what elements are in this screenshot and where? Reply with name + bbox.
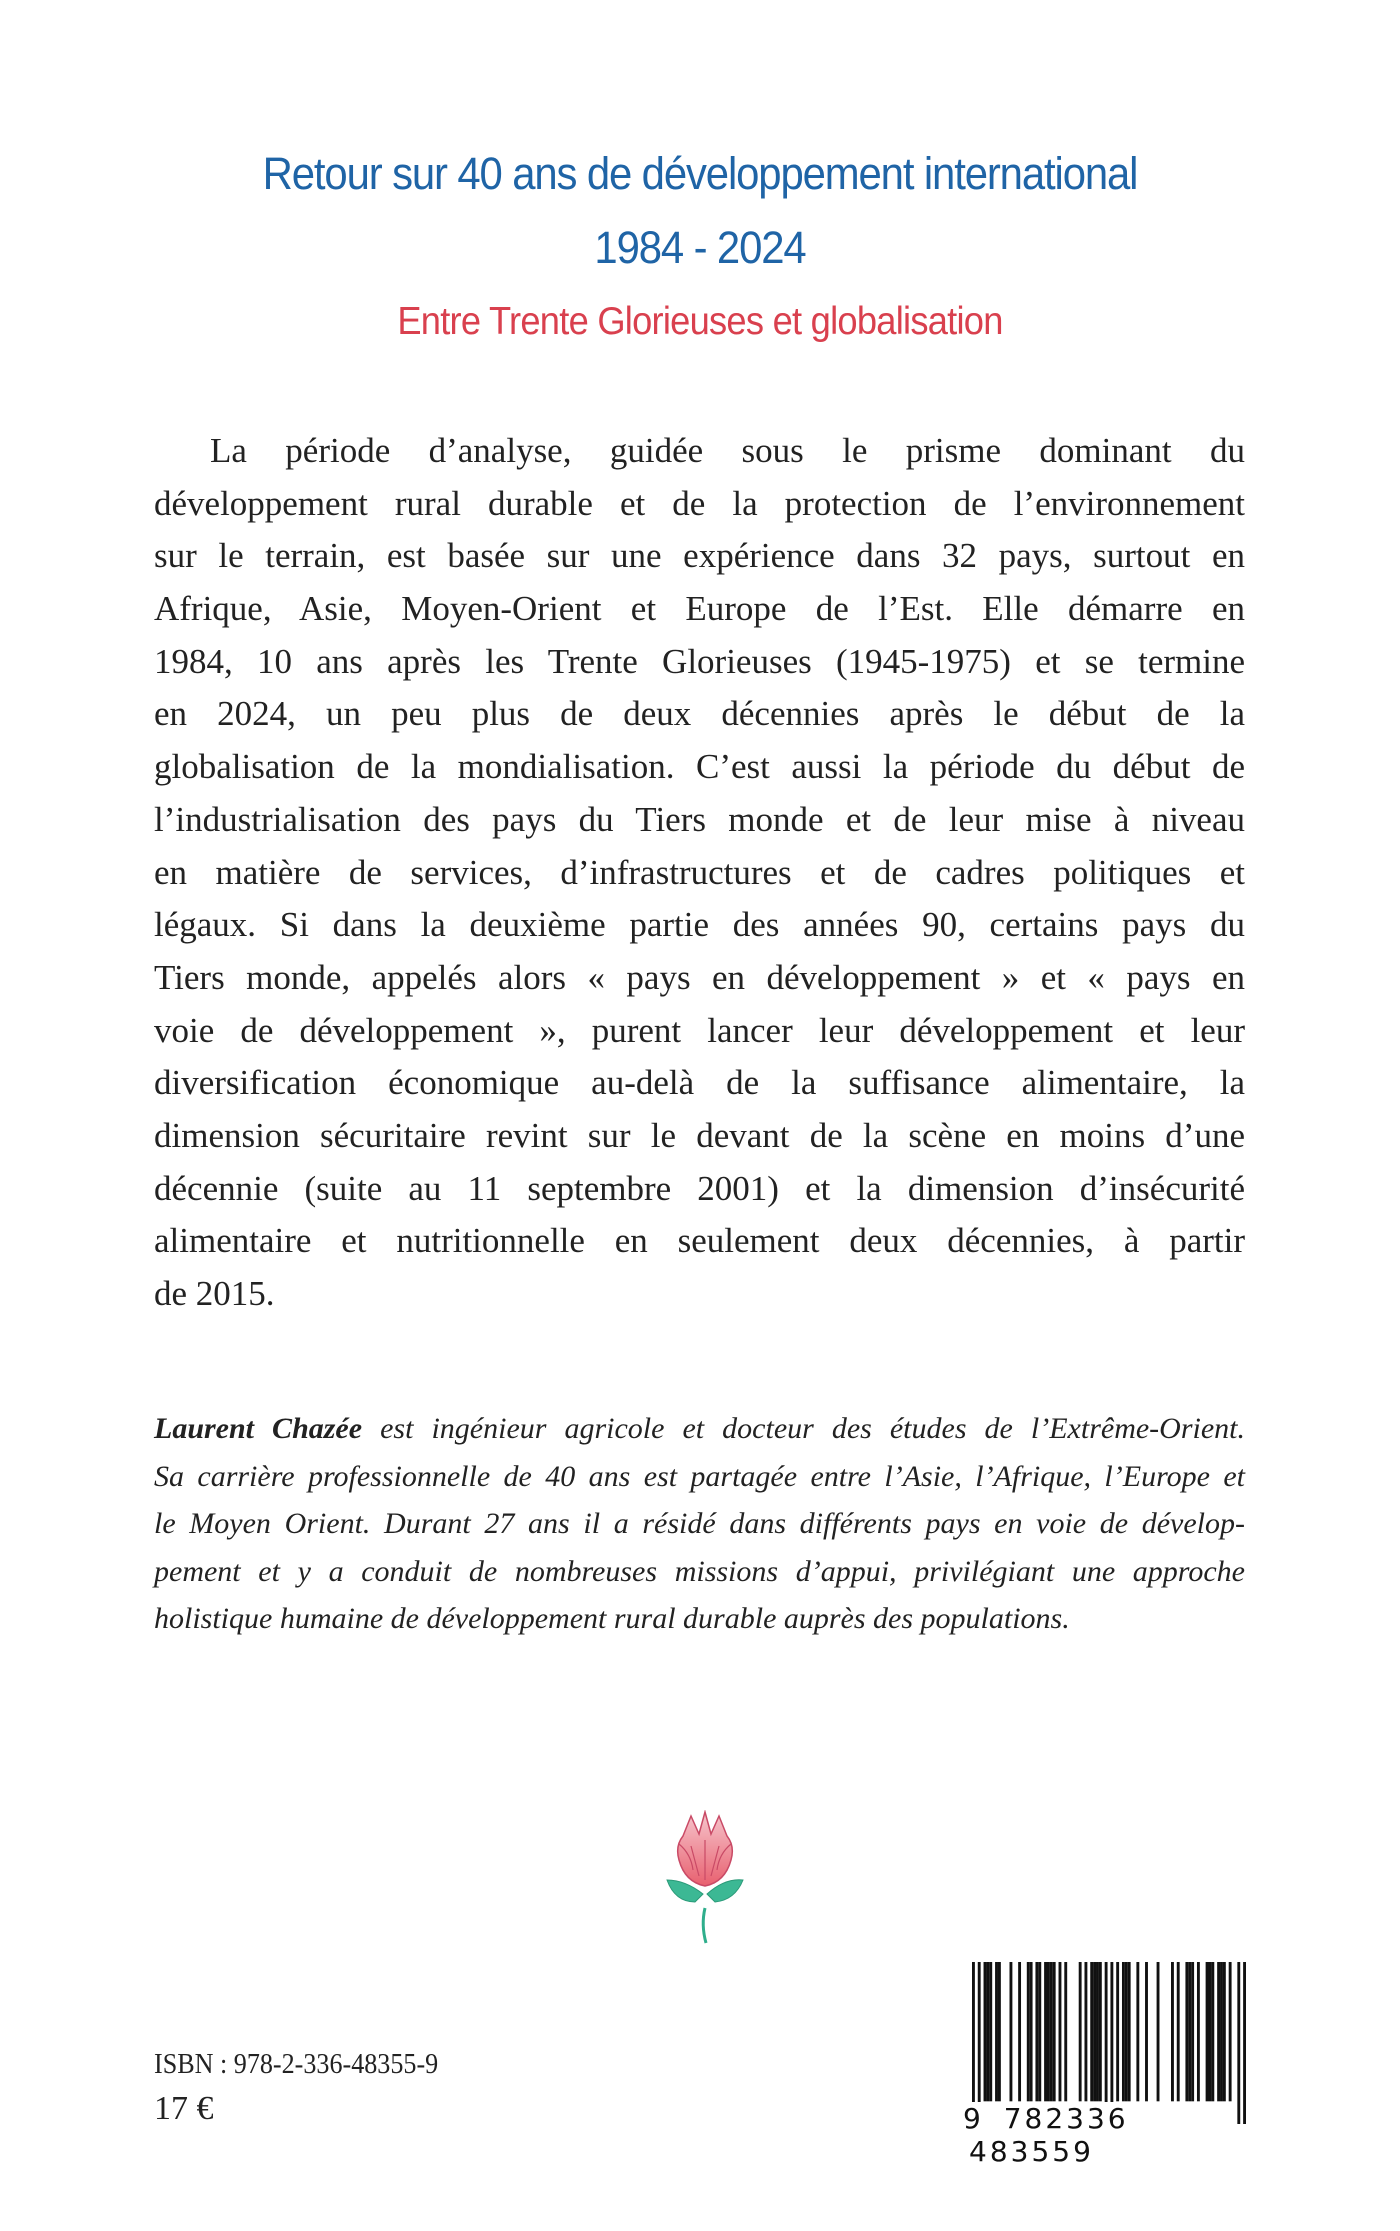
summary-line: légaux. Si dans la deuxième partie des années 90, certains pays du [154, 905, 1245, 945]
summary-line: globalisation de la mondialisation. C’est aussi la période du début de [154, 747, 1245, 787]
barcode-bar [1050, 1962, 1053, 2101]
barcode-bar [1223, 1962, 1226, 2101]
barcode-bar [1136, 1962, 1139, 2101]
barcode-digits [962, 2102, 1248, 2168]
lotus-flower-icon [655, 1810, 755, 1945]
barcode-bar [986, 1962, 989, 2101]
barcode [962, 1962, 1248, 2168]
barcode-bar [1209, 1962, 1212, 2101]
summary-line: diversification économique au-delà de la suffisance alimentaire, la [154, 1063, 1245, 1103]
barcode-bar [972, 1962, 975, 2124]
barcode-first-digit: 9 [963, 2102, 984, 2135]
barcode-bar [1171, 1962, 1174, 2101]
summary-line: voie de développement », purent lancer leur développement et leur [154, 1010, 1245, 1050]
bio-line: Sa carrière professionnelle de 40 ans est partagée entre l’Asie, l’Afrique, l’Europe et [154, 1459, 1245, 1493]
barcode-bar [1206, 1962, 1209, 2101]
barcode-bar [1090, 1962, 1093, 2101]
summary-line: La période d’analyse, guidée sous le prisme dominant du [210, 431, 1245, 470]
barcode-bar [1096, 1962, 1099, 2101]
summary-line: dimension sécuritaire revint sur le devant de la scène en moins d’une [154, 1115, 1245, 1155]
barcode-bar [1110, 1962, 1113, 2124]
barcode-bar [1125, 1962, 1128, 2101]
barcode-bar [998, 1962, 1001, 2101]
summary-line: en 2024, un peu plus de deux décennies après le début de la [154, 694, 1245, 734]
barcode-bar [984, 1962, 987, 2101]
barcode-bars [972, 1962, 1246, 2124]
barcode-bar [1157, 1962, 1160, 2101]
bio-text: est ingénieur agricole et docteur des études de l’Extrême-Orient. [362, 1412, 1245, 1445]
barcode-bar [1064, 1962, 1067, 2101]
barcode-bar [1044, 1962, 1047, 2101]
barcode-left-digits: 782336 [1003, 2102, 1129, 2135]
barcode-bar [1122, 1962, 1125, 2101]
barcode-bar [1030, 1962, 1033, 2101]
barcode-bar [1035, 1962, 1038, 2101]
barcode-bar [1220, 1962, 1223, 2101]
summary-line: de 2015. [154, 1274, 275, 1313]
barcode-bar [1188, 1962, 1191, 2101]
summary-line: développement rural durable et de la protection de l’environnement [154, 483, 1245, 523]
barcode-bar [1053, 1962, 1056, 2101]
isbn: ISBN : 978-2-336-48355-9 [154, 2048, 439, 2080]
barcode-bar [1038, 1962, 1041, 2101]
summary-line: sur le terrain, est basée sur une expérience dans 32 pays, surtout en [154, 536, 1245, 576]
barcode-bar [1177, 1962, 1180, 2101]
barcode-bar [1229, 1962, 1232, 2101]
summary-line: l’industrialisation des pays du Tiers monde et de leur mise à niveau [154, 799, 1245, 839]
barcode-bar [1116, 1962, 1119, 2101]
barcode-bar [1093, 1962, 1096, 2101]
barcode-bar [1128, 1962, 1131, 2101]
barcode-bar [1105, 1962, 1108, 2124]
author-bio [154, 1405, 1245, 1643]
barcode-bar [1237, 1962, 1240, 2124]
summary-line: décennie (suite au 11 septembre 2001) et la dimension d’insécurité [154, 1168, 1245, 1208]
barcode-bar [1191, 1962, 1194, 2101]
barcode-bar [1217, 1962, 1220, 2101]
barcode-bar [1084, 1962, 1087, 2101]
barcode-bar [1027, 1962, 1030, 2101]
barcode-bar [978, 1962, 981, 2124]
barcode-bar [1059, 1962, 1062, 2101]
summary-line: Afrique, Asie, Moyen-Orient et Europe de l’Est. Elle démarre en [154, 589, 1245, 629]
barcode-bar [989, 1962, 992, 2101]
bio-line: pement et y a conduit de nombreuses missions d’appui, privilégiant une approche [154, 1554, 1245, 1588]
summary-line: alimentaire et nutritionnelle en seulement deux décennies, à partir [154, 1221, 1245, 1261]
book-years: 1984 - 2024 [594, 222, 806, 273]
barcode-bar [1145, 1962, 1148, 2101]
price: 17 € [154, 2090, 214, 2127]
barcode-bar [1018, 1962, 1021, 2101]
bio-line: le Moyen Orient. Durant 27 ans il a résidé dans différents pays en voie de dévelop- [154, 1507, 1245, 1540]
barcode-bar [1009, 1962, 1012, 2101]
barcode-bar [1079, 1962, 1082, 2101]
book-subtitle: Entre Trente Glorieuses et globalisation [397, 300, 1003, 343]
barcode-right-digits: 483559 [969, 2135, 1094, 2168]
bio-line [154, 1405, 1245, 1453]
summary-text [154, 425, 1245, 1321]
barcode-bar [995, 1962, 998, 2101]
bio-line: holistique humaine de développement rural durable auprès des populations. [154, 1602, 1070, 1635]
barcode-bar [1211, 1962, 1214, 2101]
barcode-bar [1243, 1962, 1246, 2124]
summary-line: Tiers monde, appelés alors « pays en développement » et « pays en [154, 957, 1245, 997]
barcode-bar [1047, 1962, 1050, 2101]
summary-line: en matière de services, d’infrastructures et de cadres politiques et [154, 852, 1245, 892]
barcode-bar [1197, 1962, 1200, 2101]
barcode-bar [1185, 1962, 1188, 2101]
summary-line: 1984, 10 ans après les Trente Glorieuses (1945-1975) et se termine [154, 641, 1245, 681]
author-name: Laurent Chazée [154, 1412, 363, 1445]
book-title: Retour sur 40 ans de développement international [262, 148, 1138, 199]
barcode-bar [1099, 1962, 1102, 2101]
